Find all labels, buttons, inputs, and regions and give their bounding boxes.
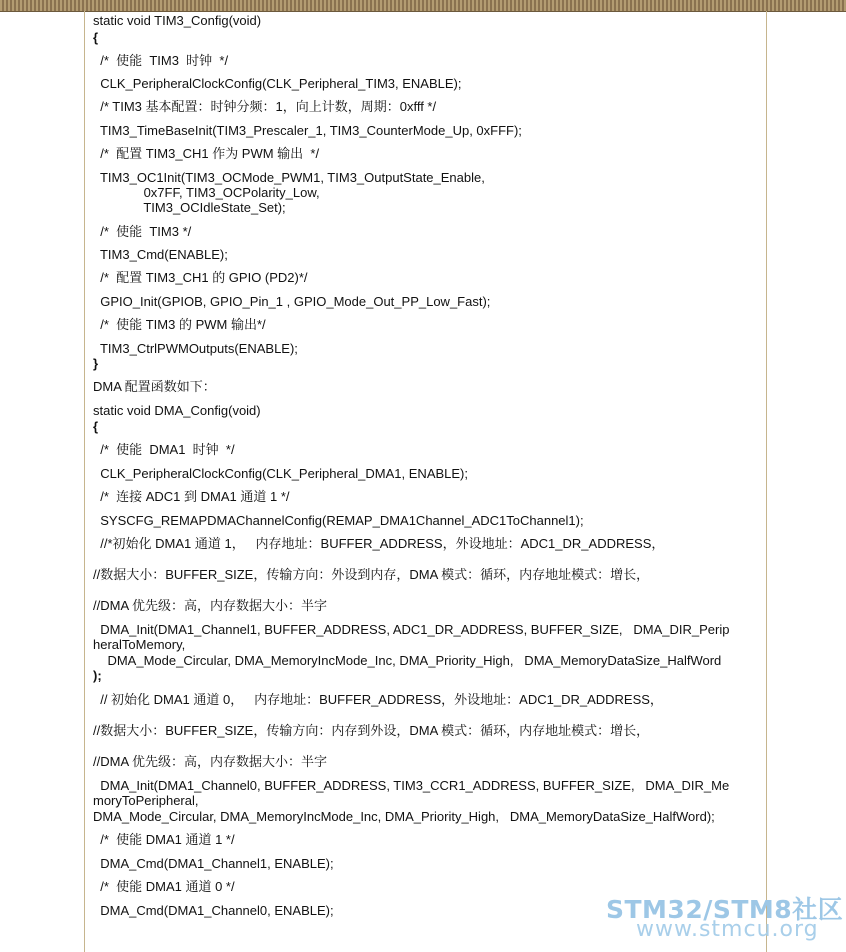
site-watermark-logo [606, 890, 842, 946]
code-line: /* 使能 DMA1 通道 0 */ [93, 879, 235, 894]
code-line: DMA_Init(DMA1_Channel0, BUFFER_ADDRESS, TIM3_CCR1_ADDRESS, BUFFER_SIZE, DMA_DIR_Me [93, 778, 730, 793]
code-line: /* 连接 ADC1 到 DMA1 通道 1 */ [93, 489, 290, 504]
code-line: TIM3_OC1Init(TIM3_OCMode_PWM1, TIM3_OutputState_Enable, [93, 170, 485, 185]
code-line: { [93, 30, 99, 45]
code-line: TIM3_TimeBaseInit(TIM3_Prescaler_1, TIM3_CounterMode_Up, 0xFFF); [93, 123, 522, 138]
code-line: DMA_Cmd(DMA1_Channel1, ENABLE); [93, 856, 334, 871]
code-line: DMA_Init(DMA1_Channel1, BUFFER_ADDRESS, ADC1_DR_ADDRESS, BUFFER_SIZE, DMA_DIR_Perip [93, 622, 730, 637]
code-line: heralToMemory, [93, 637, 186, 652]
code-line: /* 使能 TIM3 的 PWM 输出*/ [93, 317, 266, 332]
code-line: //DMA 优先级：高，内存数据大小：半字 [93, 598, 328, 613]
code-line: //*初始化 DMA1 通道 1， 内存地址：BUFFER_ADDRESS，外设地址：ADC1_DR_ADDRESS， [93, 536, 665, 551]
code-line: //DMA 优先级：高，内存数据大小：半字 [93, 754, 328, 769]
code-line: ); [93, 668, 102, 683]
code-line: 0x7FF, TIM3_OCPolarity_Low, [93, 185, 320, 200]
section-heading: DMA 配置函数如下： [93, 379, 216, 394]
code-line: GPIO_Init(GPIOB, GPIO_Pin_1 , GPIO_Mode_Out_PP_Low_Fast); [93, 294, 491, 309]
code-line: moryToPeripheral, [93, 793, 199, 808]
code-line: } [93, 356, 99, 371]
code-line: /* 使能 TIM3 */ [93, 224, 192, 239]
code-line: CLK_PeripheralClockConfig(CLK_Peripheral_DMA1, ENABLE); [93, 466, 469, 481]
code-line: { [93, 419, 99, 434]
code-line: //数据大小：BUFFER_SIZE，传输方向：内存到外设，DMA 模式：循环，内存地址模式：增长， [93, 723, 650, 738]
code-line: SYSCFG_REMAPDMAChannelConfig(REMAP_DMA1Channel_ADC1ToChannel1); [93, 513, 584, 528]
code-line: TIM3_CtrlPWMOutputs(ENABLE); [93, 341, 298, 356]
code-line: /* 使能 DMA1 时钟 */ [93, 442, 235, 457]
code-line: DMA_Mode_Circular, DMA_MemoryIncMode_Inc, DMA_Priority_High, DMA_MemoryDataSize_HalfWord [93, 653, 722, 668]
watermark-title: STM32/STM8社区 [606, 895, 844, 924]
code-line: /* 使能 DMA1 通道 1 */ [93, 832, 235, 847]
code-line: //数据大小：BUFFER_SIZE，传输方向：外设到内存，DMA 模式：循环，内存地址模式：增长， [93, 567, 650, 582]
code-line: /* TIM3 基本配置：时钟分频：1，向上计数，周期：0xfff */ [93, 99, 437, 114]
code-line: static void TIM3_Config(void) [93, 13, 262, 28]
code-line: // 初始化 DMA1 通道 0， 内存地址：BUFFER_ADDRESS，外设地址：ADC1_DR_ADDRESS， [93, 692, 663, 707]
code-line: TIM3_OCIdleState_Set); [93, 200, 286, 215]
code-line: CLK_PeripheralClockConfig(CLK_Peripheral_TIM3, ENABLE); [93, 76, 462, 91]
code-line: /* 配置 TIM3_CH1 的 GPIO (PD2)*/ [93, 270, 308, 285]
code-line: /* 配置 TIM3_CH1 作为 PWM 输出 */ [93, 146, 320, 161]
code-line: DMA_Mode_Circular, DMA_MemoryIncMode_Inc, DMA_Priority_High, DMA_MemoryDataSize_HalfWord); [93, 809, 715, 824]
code-line: DMA_Cmd(DMA1_Channel0, ENABLE); [93, 903, 334, 918]
code-line: static void DMA_Config(void) [93, 403, 261, 418]
watermark-url: www.stmcu.org [636, 917, 819, 942]
code-line: /* 使能 TIM3 时钟 */ [93, 53, 229, 68]
code-line: TIM3_Cmd(ENABLE); [93, 247, 228, 262]
